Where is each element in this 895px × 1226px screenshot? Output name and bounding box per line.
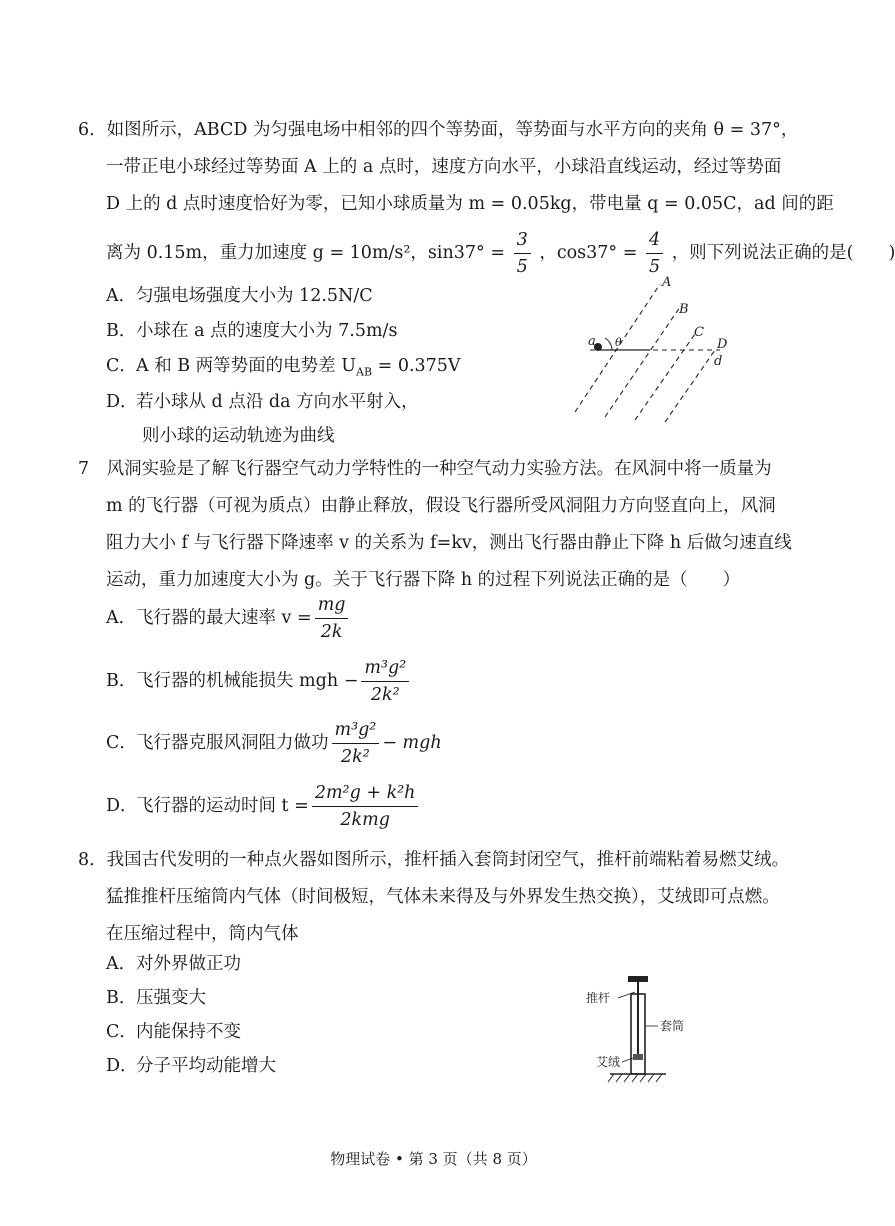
q6-option-d-continued xyxy=(142,422,335,447)
q6-option-c-subscript: AB xyxy=(356,365,373,379)
q8-option-a xyxy=(106,950,241,975)
q6-option-b-text: 小球在 a 点的速度大小为 7.5m/s xyxy=(136,321,398,341)
label-plane-a: A xyxy=(662,275,672,290)
q8-option-a-label: A． xyxy=(106,954,137,974)
q7-line-4: 运动，重力加速度大小为 g。关于飞行器下降 h 的过程下列说法正确的是（ ） xyxy=(106,570,741,590)
q7-line-2: m 的飞行器（可视为质点）由静止释放，假设飞行器所受风洞阻力方向竖直向上，风洞 xyxy=(106,496,776,516)
q7-option-c-tail: − mgh xyxy=(382,733,442,753)
q8-line-3: 在压缩过程中，筒内气体 xyxy=(106,924,299,944)
plane-b-line xyxy=(605,307,680,417)
label-plane-c: C xyxy=(694,325,704,340)
q7-b-denominator: 2k² xyxy=(370,685,400,705)
q6-option-b xyxy=(106,317,397,342)
q6-option-c-text: A 和 B 两等势面的电势差 U xyxy=(136,356,356,376)
q8-option-c-label: C． xyxy=(106,1022,137,1042)
q7-b-numerator: m³g² xyxy=(361,655,409,682)
rod-cap xyxy=(628,976,648,982)
q7-option-a-fraction xyxy=(315,592,349,645)
q7-option-d xyxy=(106,780,421,833)
q7-option-a-label: A． xyxy=(106,608,137,628)
q7-option-b-label: B． xyxy=(106,671,137,691)
q6-line-4-c: ，则下列说法正确的是( ) xyxy=(671,243,895,263)
angle-arc xyxy=(605,338,612,350)
q6-option-d-text-2: 则小球的运动轨迹为曲线 xyxy=(142,426,335,446)
q6-fraction-sin xyxy=(514,227,531,280)
q6-option-d-text-1: 若小球从 d 点沿 da 方向水平射入， xyxy=(136,392,419,412)
q7-option-a xyxy=(106,592,351,645)
q8-fire-piston-figure xyxy=(580,972,730,1088)
label-sleeve: 套筒 xyxy=(660,1019,685,1033)
q7-option-c-text: 飞行器克服风洞阻力做功 xyxy=(136,733,329,753)
q7-option-c-label: C． xyxy=(106,733,137,753)
q8-line-2: 猛推推杆压缩筒内气体（时间极短，气体未来得及与外界发生热交换），艾绒即可点燃。 xyxy=(106,887,780,907)
q6-line-3: D 上的 d 点时速度恰好为零，已知小球质量为 m = 0.05kg，带电量 q = 0.05C，ad 间的距 xyxy=(106,194,834,214)
q7-option-d-fraction xyxy=(312,780,419,833)
q7-option-b-fraction xyxy=(361,655,409,708)
q6-option-c-label: C． xyxy=(106,356,137,376)
ground-hatching xyxy=(608,1074,662,1082)
question-8-stem xyxy=(78,842,818,953)
q7-c-denominator: 2k² xyxy=(341,747,370,767)
q8-option-b-label: B． xyxy=(106,988,137,1008)
q8-option-b xyxy=(106,984,206,1009)
q7-option-d-text: 飞行器的运动时间 t = xyxy=(136,796,309,816)
label-plane-b: B xyxy=(679,302,689,317)
q6-line-4-a: 离为 0.15m，重力加速度 g = 10m/s²，sin37° = xyxy=(106,243,506,263)
q7-option-b xyxy=(106,655,412,708)
q6-option-a-label: A． xyxy=(106,286,137,306)
question-6-stem xyxy=(78,112,895,280)
label-point-d: d xyxy=(714,354,723,369)
question-7-stem xyxy=(78,451,818,599)
q6-option-c xyxy=(106,352,461,379)
q6-frac1-numerator: 3 xyxy=(514,227,531,254)
q6-line-2: 一带正电小球经过等势面 A 上的 a 点时，速度方向水平，小球沿直线运动，经过等势面 xyxy=(106,157,782,177)
q8-option-d xyxy=(106,1052,276,1077)
q8-option-c-text: 内能保持不变 xyxy=(136,1022,241,1042)
q8-line-1: 8．我国古代发明的一种点火器如图所示，推杆插入套筒封闭空气，推杆前端粘着易燃艾绒。 xyxy=(78,850,790,870)
q6-equipotential-figure xyxy=(560,272,760,432)
q6-option-a xyxy=(106,282,373,307)
q7-a-denominator: 2k xyxy=(320,622,343,642)
q8-option-a-text: 对外界做正功 xyxy=(136,954,241,974)
page-footer: 物理试卷 • 第 3 页（共 8 页） xyxy=(330,1150,537,1168)
q7-option-c-fraction xyxy=(332,717,380,770)
q7-d-numerator: 2m²g + k²h xyxy=(312,780,419,807)
q6-frac2-numerator: 4 xyxy=(646,227,663,254)
q6-option-a-text: 匀强电场强度大小为 12.5N/C xyxy=(136,286,373,306)
q6-option-c-value: = 0.375V xyxy=(372,356,461,376)
q7-a-numerator: mg xyxy=(315,592,349,619)
plane-c-line xyxy=(635,334,695,420)
q7-option-d-label: D． xyxy=(106,796,138,816)
q7-option-c xyxy=(106,717,442,770)
q8-option-d-text: 分子平均动能增大 xyxy=(136,1056,276,1076)
label-tinder: 艾绒 xyxy=(596,1055,621,1069)
q7-option-b-text: 飞行器的机械能损失 mgh − xyxy=(136,671,359,691)
q7-c-numerator: m³g² xyxy=(332,717,380,744)
q6-option-d-label: D． xyxy=(106,392,138,412)
q6-option-b-label: B． xyxy=(106,321,137,341)
q8-option-c xyxy=(106,1018,241,1043)
label-point-a: a xyxy=(588,334,596,349)
q6-frac1-denominator: 5 xyxy=(516,257,528,277)
q6-line-4-b: ，cos37° = xyxy=(539,243,638,263)
q7-d-denominator: 2kmg xyxy=(340,810,390,830)
q8-option-b-text: 压强变大 xyxy=(136,988,206,1008)
label-theta: θ xyxy=(615,336,622,349)
q6-frac2-denominator: 5 xyxy=(648,257,661,277)
q8-option-d-label: D． xyxy=(106,1056,138,1076)
label-plane-d: D xyxy=(717,337,728,352)
q7-option-a-text: 飞行器的最大速率 v = xyxy=(136,608,312,628)
q7-line-3: 阻力大小 f 与飞行器下降速率 v 的关系为 f=kv，测出飞行器由静止下降 h 后做匀速直线 xyxy=(106,533,792,553)
rod-leader xyxy=(618,992,635,998)
label-rod: 推杆 xyxy=(586,991,611,1005)
q7-line-1: 7 风洞实验是了解飞行器空气动力学特性的一种空气动力实验方法。在风洞中将一质量为 xyxy=(78,459,772,479)
q6-line-1: 6．如图所示，ABCD 为匀强电场中相邻的四个等势面，等势面与水平方向的夹角 θ = 37°， xyxy=(78,120,799,140)
q6-option-d xyxy=(106,388,419,413)
plane-d-line xyxy=(665,350,715,422)
tinder xyxy=(633,1054,643,1060)
